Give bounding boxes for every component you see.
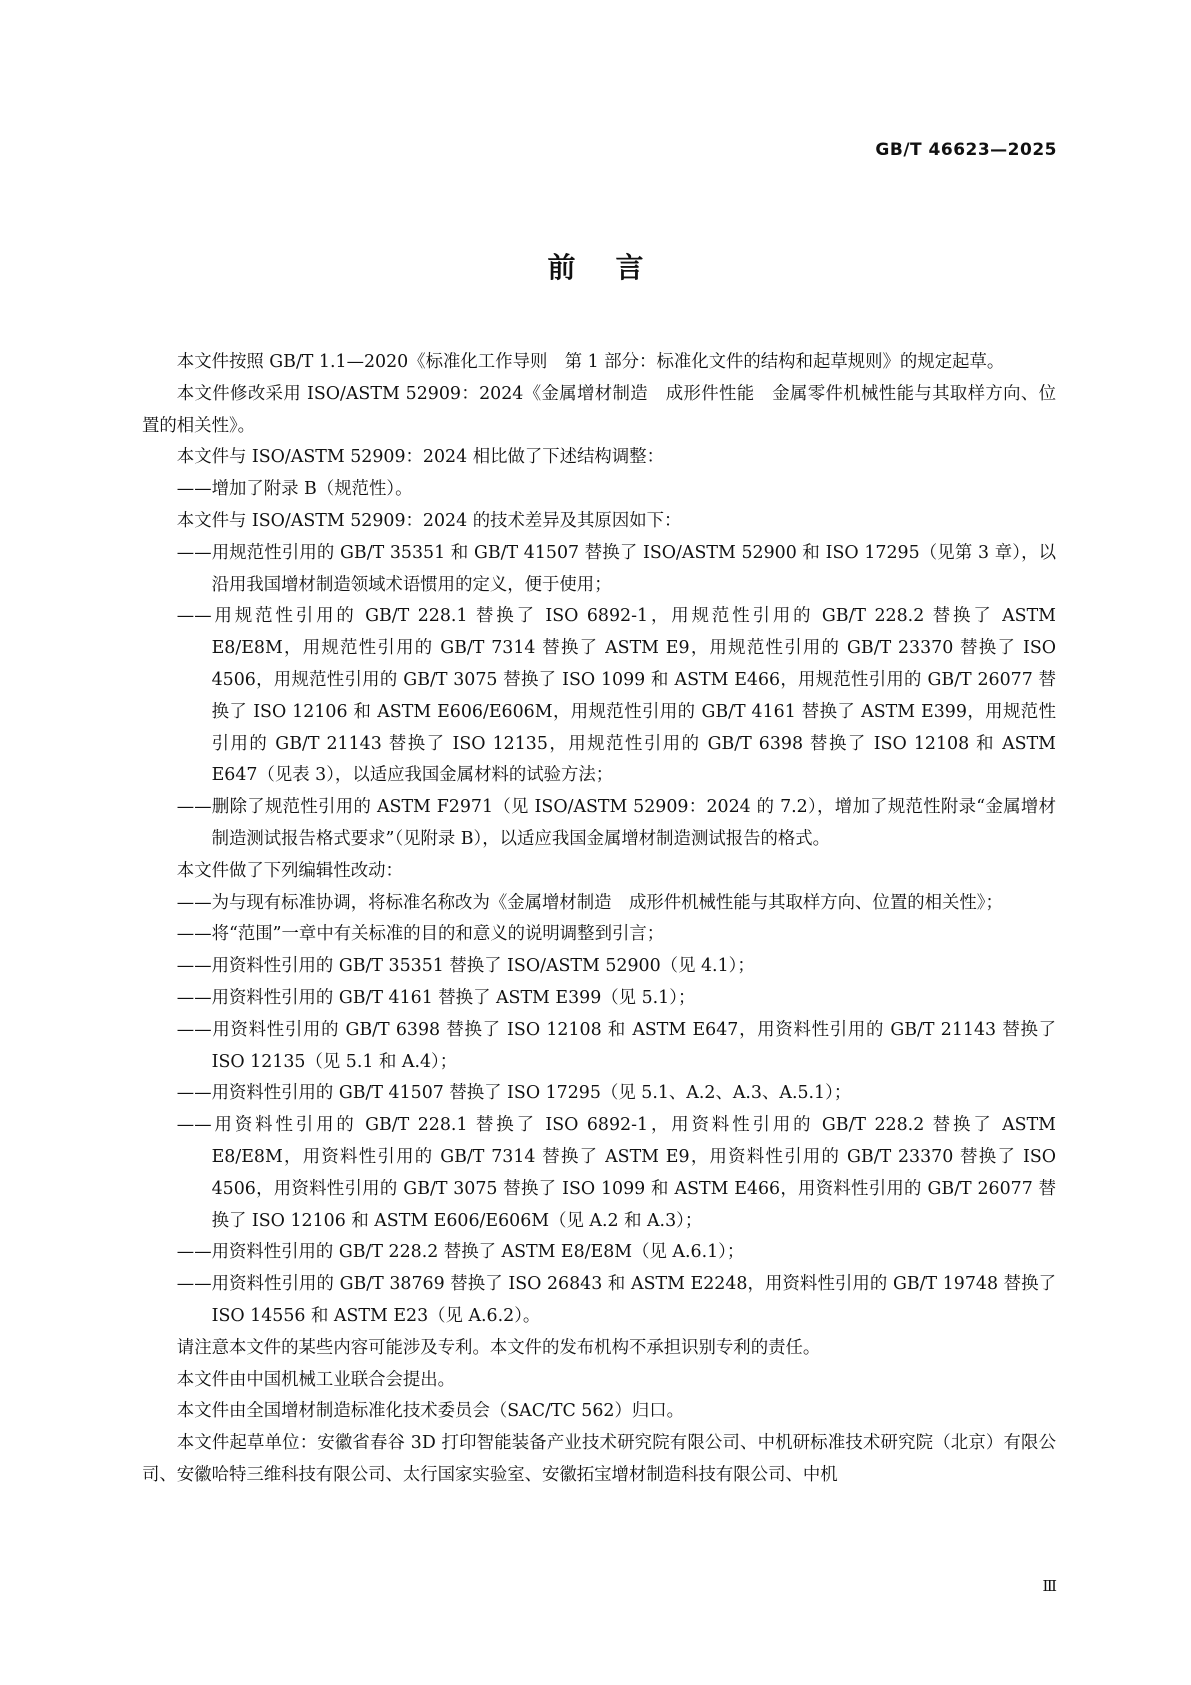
page-title: 前言 — [547, 251, 684, 284]
paragraph: 本文件修改采用 ISO/ASTM 52909：2024《金属增材制造 成形件性能 金属零件机械性能与其取样方向、位置的相关性》。 — [142, 383, 1056, 436]
list-item: ——用资料性引用的 GB/T 6398 替换了 ISO 12108 和 ASTM E647，用资料性引用的 GB/T 21143 替换了 ISO 12135（见 5.1 和 A.4）； — [176, 1019, 1056, 1072]
list-item: ——删除了规范性引用的 ASTM F2971（见 ISO/ASTM 52909：2024 的 7.2），增加了规范性附录“金属增材制造测试报告格式要求”（见附录 B），以适应我国金属增材制造测试报告的格式。 — [176, 797, 1056, 849]
paragraph: 本文件与 ISO/ASTM 52909：2024 相比做了下述结构调整： — [176, 447, 664, 468]
standard-number: GB/T 46623—2025 — [875, 140, 1057, 160]
list-item: ——用资料性引用的 GB/T 4161 替换了 ASTM E399（见 5.1）； — [176, 987, 696, 1008]
list-item: ——为与现有标准协调，将标准名称改为《金属增材制造 成形件机械性能与其取样方向、位置的相关性》； — [176, 892, 1003, 913]
page-number: Ⅲ — [1042, 1577, 1057, 1595]
list-item: ——用资料性引用的 GB/T 41507 替换了 ISO 17295（见 5.1、A.2、A.3、A.5.1）； — [176, 1083, 852, 1104]
paragraph: 本文件按照 GB/T 1.1—2020《标准化工作导则 第 1 部分：标准化文件的结构和起草规则》的规定起草。 — [176, 352, 1005, 372]
list-item: ——用规范性引用的 GB/T 228.1 替换了 ISO 6892-1，用规范性引用的 GB/T 228.2 替换了 ASTM E8/E8M，用规范性引用的 GB/T 7314 替换了 ASTM E9，用规范性引用的 GB/T 23370 替换了 ISO 4506，用规范性引用的 GB/T 3075 替换了 ISO 1099 和 ASTM E466，用规范性引用的 GB/T 26077 替换了 ISO 12106 和 ASTM E606/E606M，用规范性引用的 GB/T 4161 替换了 ASTM E399，用规范性引用的 GB/T 21143 替换了 ISO 12135，用规范性引用的 GB/T 6398 替换了 ISO 12108 和 ASTM E647（见表 3），以适应我国金属材料的试验方法； — [176, 606, 1056, 786]
list-item: ——用资料性引用的 GB/T 38769 替换了 ISO 26843 和 ASTM E2248，用资料性引用的 GB/T 19748 替换了 ISO 14556 和 ASTM E23（见 A.6.2）。 — [176, 1274, 1056, 1326]
paragraph: 请注意本文件的某些内容可能涉及专利。本文件的发布机构不承担识别专利的责任。 — [176, 1337, 821, 1358]
document-body — [142, 347, 1056, 1492]
paragraph: 本文件做了下列编辑性改动： — [176, 860, 403, 881]
paragraph: 本文件与 ISO/ASTM 52909：2024 的技术差异及其原因如下： — [176, 510, 682, 531]
paragraph: 本文件由中国机械工业联合会提出。 — [176, 1369, 456, 1390]
list-item: ——将“范围”一章中有关标准的目的和意义的说明调整到引言； — [176, 924, 665, 945]
list-item: ——用资料性引用的 GB/T 35351 替换了 ISO/ASTM 52900（见 4.1）； — [176, 956, 755, 977]
paragraph: 本文件由全国增材制造标准化技术委员会（SAC/TC 562）归口。 — [176, 1401, 685, 1422]
list-item: ——用规范性引用的 GB/T 35351 和 GB/T 41507 替换了 ISO/ASTM 52900 和 ISO 17295（见第 3 章），以沿用我国增材制造领域术语惯用的定义，便于使用； — [176, 542, 1056, 595]
list-item: ——用资料性引用的 GB/T 228.2 替换了 ASTM E8/E8M（见 A.6.1）； — [176, 1242, 745, 1263]
list-item: ——增加了附录 B（规范性）。 — [176, 479, 413, 500]
paragraph: 本文件起草单位：安徽省春谷 3D 打印智能装备产业技术研究院有限公司、中机研标准技术研究院（北京）有限公司、安徽哈特三维科技有限公司、太行国家实验室、安徽拓宝增材制造科技有限公司、中机 — [142, 1433, 1056, 1485]
list-item: ——用资料性引用的 GB/T 228.1 替换了 ISO 6892-1，用资料性引用的 GB/T 228.2 替换了 ASTM E8/E8M，用资料性引用的 GB/T 7314 替换了 ASTM E9，用资料性引用的 GB/T 23370 替换了 ISO 4506，用资料性引用的 GB/T 3075 替换了 ISO 1099 和 ASTM E466，用资料性引用的 GB/T 26077 替换了 ISO 12106 和 ASTM E606/E606M（见 A.2 和 A.3）； — [176, 1115, 1056, 1231]
